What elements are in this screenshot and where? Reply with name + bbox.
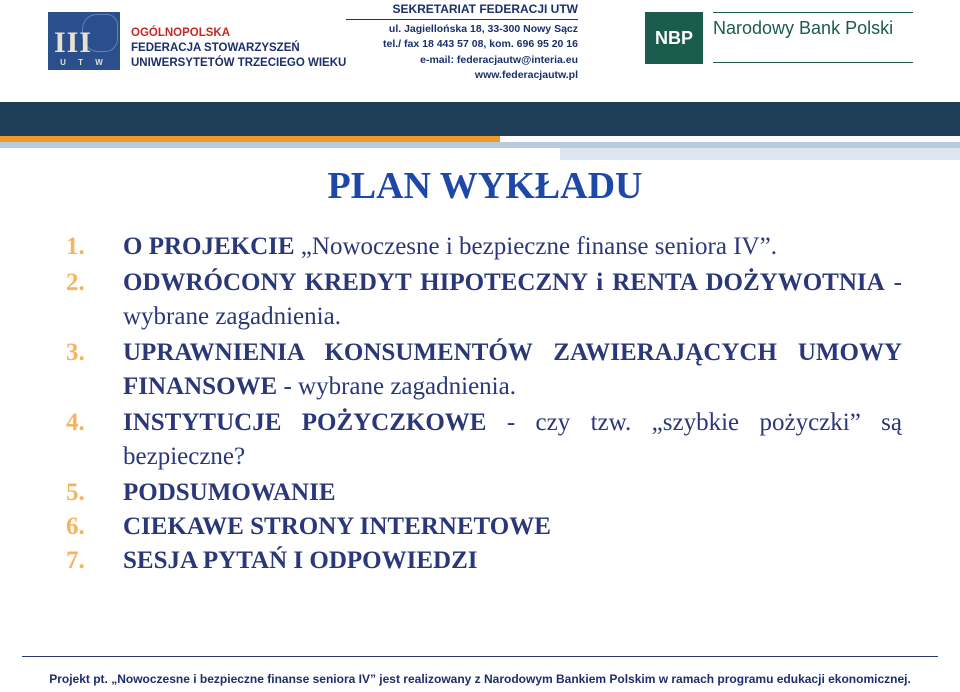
federation-line-3: UNIWERSYTETÓW TRZECIEGO WIEKU <box>131 57 347 69</box>
utw-logo-roman: III <box>54 26 93 59</box>
item-number: 6. <box>66 513 85 540</box>
item-number: 4. <box>66 409 85 436</box>
item-number: 1. <box>66 233 85 260</box>
item-detail: „Nowoczesne i bezpieczne finanse seniora IV”. <box>294 233 777 260</box>
nbp-abbr: NBP <box>654 27 693 48</box>
utw-logo <box>48 12 120 70</box>
secretariat-website: www.federacjautw.pl <box>474 69 578 81</box>
item-heading: SESJA PYTAŃ I ODPOWIEDZI <box>123 547 478 574</box>
item-detail: - czy tzw. „szybkie pożyczki” są bezpieczne? <box>123 409 902 470</box>
item-number: 2. <box>66 269 85 296</box>
secretariat-email: e-mail: federacjautw@interia.eu <box>420 53 578 66</box>
list-item <box>66 476 902 510</box>
item-heading: INSTYTUCJE POŻYCZKOWE <box>123 409 487 436</box>
slide-title: PLAN WYKŁADU <box>327 165 643 207</box>
header-band-fade <box>560 148 960 160</box>
list-item <box>66 230 902 264</box>
lecture-plan-list <box>66 230 902 578</box>
nbp-divider-bottom <box>713 62 913 63</box>
federation-line-1: OGÓLNOPOLSKA <box>131 27 231 39</box>
footer-divider <box>22 656 938 657</box>
item-heading: UPRAWNIENIA KONSUMENTÓW ZAWIERAJĄCYCH UMOWY FINANSOWE <box>123 339 902 400</box>
list-item <box>66 266 902 334</box>
item-number: 5. <box>66 479 85 506</box>
nbp-name: Narodowy Bank Polski <box>713 18 894 38</box>
secretariat-title: SEKRETARIAT FEDERACJI UTW <box>346 2 578 20</box>
list-item <box>66 406 902 474</box>
secretariat-address: ul. Jagiellońska 18, 33-300 Nowy Sącz <box>388 22 578 35</box>
item-number: 3. <box>66 339 85 366</box>
federation-line-2: FEDERACJA STOWARZYSZEŃ <box>131 42 300 54</box>
item-heading: CIEKAWE STRONY INTERNETOWE <box>123 513 551 540</box>
utw-logo-sub: U T W <box>60 58 108 67</box>
secretariat-phone: tel./ fax 18 443 57 08, kom. 696 95 20 16 <box>383 38 578 50</box>
list-item <box>66 336 902 404</box>
nbp-logo <box>645 12 703 64</box>
footer-text: Projekt pt. „Nowoczesne i bezpieczne finanse seniora IV” jest realizowany z Narodowym Bankiem Polskim w ramach programu edukacji ekonomicznej. <box>49 672 911 686</box>
item-number: 7. <box>66 547 85 574</box>
list-item <box>66 544 902 578</box>
secretariat-contact <box>346 2 578 84</box>
item-heading: PODSUMOWANIE <box>123 479 336 506</box>
item-detail: - wybrane zagadnienia. <box>277 373 516 400</box>
item-detail: - wybrane zagadnienia. <box>123 269 902 330</box>
nbp-divider-top <box>713 12 913 13</box>
item-heading: ODWRÓCONY KREDYT HIPOTECZNY i RENTA DOŻYWOTNIA <box>123 269 885 296</box>
federation-name <box>131 26 346 71</box>
list-item <box>66 510 902 544</box>
header-band <box>0 102 960 136</box>
item-heading: O PROJEKCIE <box>123 233 295 260</box>
